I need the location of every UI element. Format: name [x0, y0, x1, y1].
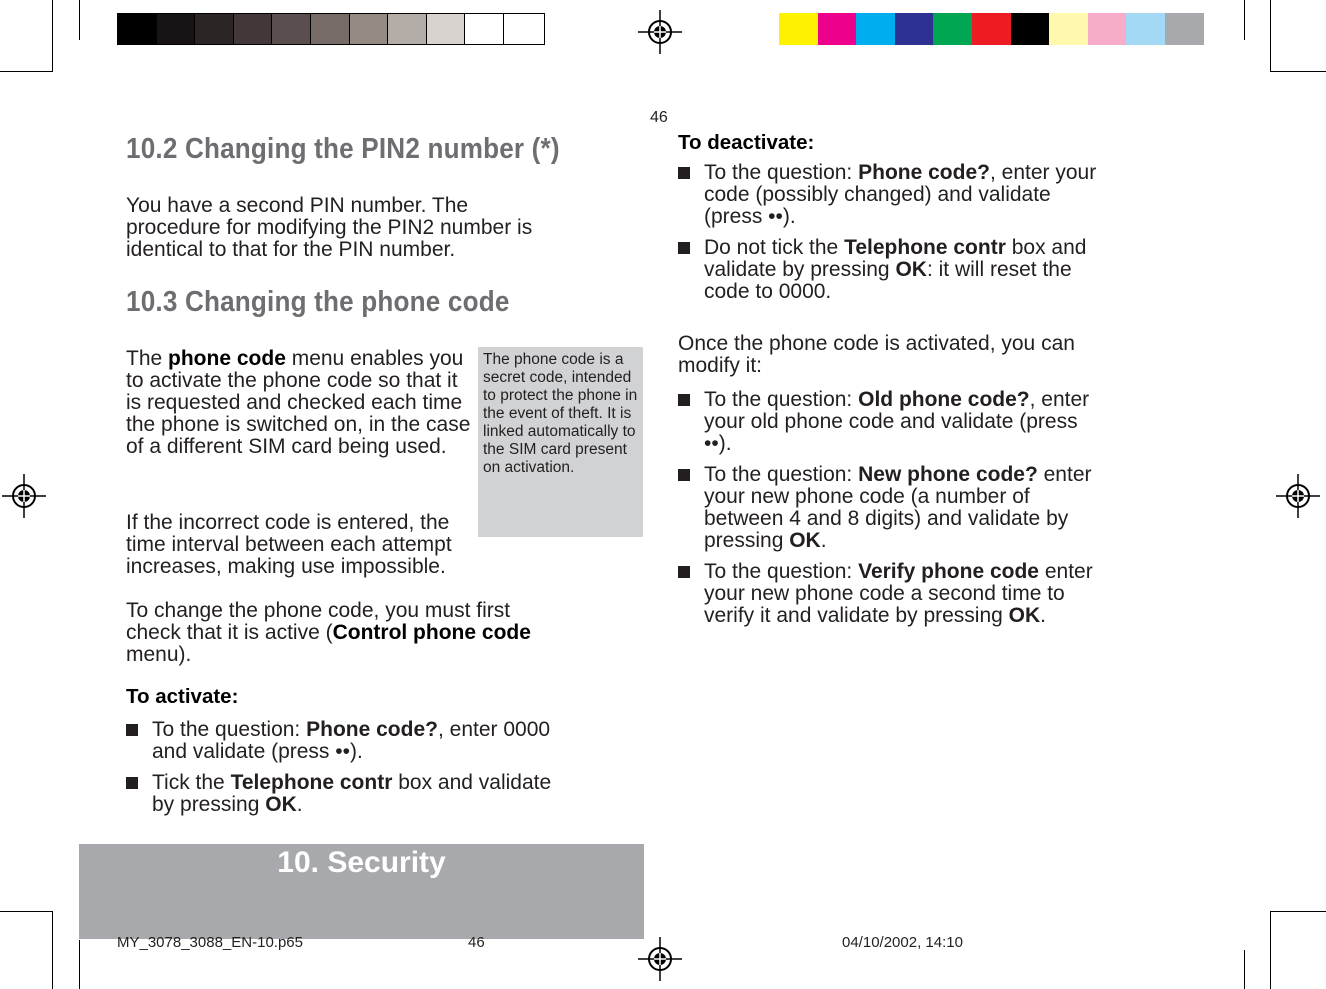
crop-mark — [1244, 950, 1245, 989]
subheading-deactivate: To deactivate: — [678, 131, 815, 154]
file-name: MY_3078_3088_EN-10.p65 — [117, 934, 303, 951]
color-swatch — [1126, 13, 1165, 45]
color-swatch — [311, 14, 350, 44]
color-swatch — [972, 13, 1011, 45]
page-number: 46 — [650, 109, 668, 126]
section-heading-10-3: 10.3 Changing the phone code — [126, 286, 510, 318]
color-swatch — [1011, 13, 1050, 45]
crop-mark — [52, 0, 53, 72]
color-swatch — [856, 13, 895, 45]
list-item: To the question: New phone code? enter your new phone code (a number of between 4 and 8 digits) and validate by pressing OK. — [678, 464, 1108, 552]
crop-mark — [1270, 911, 1271, 989]
color-swatch — [1165, 13, 1204, 45]
registration-mark-icon — [638, 10, 682, 54]
color-swatch — [157, 14, 196, 44]
subheading-activate: To activate: — [126, 685, 239, 708]
registration-mark-icon — [2, 474, 46, 518]
chapter-footer-band — [79, 844, 644, 939]
color-swatch — [465, 14, 504, 44]
crop-mark — [1270, 71, 1326, 72]
slug-page-number: 46 — [468, 934, 485, 951]
color-swatch — [818, 13, 857, 45]
list-item: To the question: Old phone code?, enter your old phone code and validate (press ••). — [678, 389, 1108, 455]
paragraph-pin2: You have a second PIN number. The procedure for modifying the PIN2 number is identical to that for the PIN number. — [126, 194, 533, 261]
deactivate-list — [678, 162, 1108, 312]
color-swatch — [933, 13, 972, 45]
color-swatch — [427, 14, 466, 44]
list-item: Do not tick the Telephone contr box and validate by pressing OK: it will reset the code to 0000. — [678, 237, 1108, 303]
color-swatch — [350, 14, 389, 44]
crop-mark — [79, 0, 80, 40]
crop-mark — [52, 911, 53, 989]
list-item: Tick the Telephone contr box and validate by pressing OK. — [126, 772, 561, 816]
paragraph-phone-code-intro: The phone code menu enables you to activate the phone code so that it is requested and checked each time the phone is switched on, in the case of a different SIM card being used. — [126, 347, 471, 458]
crop-mark — [79, 940, 80, 989]
grayscale-calibration-bar — [117, 13, 545, 45]
chapter-title: 10. Security — [277, 846, 446, 879]
registration-mark-icon — [1276, 474, 1320, 518]
list-item: To the question: Phone code?, enter your code (possibly changed) and validate (press ••). — [678, 162, 1108, 228]
margin-note: The phone code is a secret code, intended to protect the phone in the event of theft. It is linked automatically to the SIM card present on activation. — [478, 347, 643, 537]
paragraph-incorrect-code: If the incorrect code is entered, the time interval between each attempt increases, making use impossible. — [126, 511, 452, 578]
timestamp: 04/10/2002, 14:10 — [842, 934, 963, 951]
color-swatch — [388, 14, 427, 44]
crop-mark — [0, 911, 52, 912]
crop-mark — [1244, 0, 1245, 40]
color-swatch — [195, 14, 234, 44]
color-swatch — [895, 13, 934, 45]
registration-mark-icon — [638, 937, 682, 981]
crop-mark — [1270, 911, 1326, 912]
color-swatch — [118, 14, 157, 44]
color-swatch — [1049, 13, 1088, 45]
modify-list — [678, 389, 1108, 636]
color-calibration-bar — [779, 13, 1204, 45]
paragraph-change-code: To change the phone code, you must first check that it is active (Control phone code menu). — [126, 599, 531, 666]
list-item: To the question: Phone code?, enter 0000 and validate (press ••). — [126, 719, 561, 763]
color-swatch — [272, 14, 311, 44]
list-item: To the question: Verify phone code enter your new phone code a second time to verify it and validate by pressing OK. — [678, 561, 1108, 627]
color-swatch — [234, 14, 273, 44]
color-swatch — [1088, 13, 1127, 45]
section-heading-10-2: 10.2 Changing the PIN2 number (*) — [126, 133, 560, 165]
activate-list — [126, 719, 561, 825]
crop-mark — [1270, 0, 1271, 72]
paragraph-modify-intro: Once the phone code is activated, you can modify it: — [678, 332, 1075, 377]
color-swatch — [779, 13, 818, 45]
crop-mark — [0, 71, 52, 72]
